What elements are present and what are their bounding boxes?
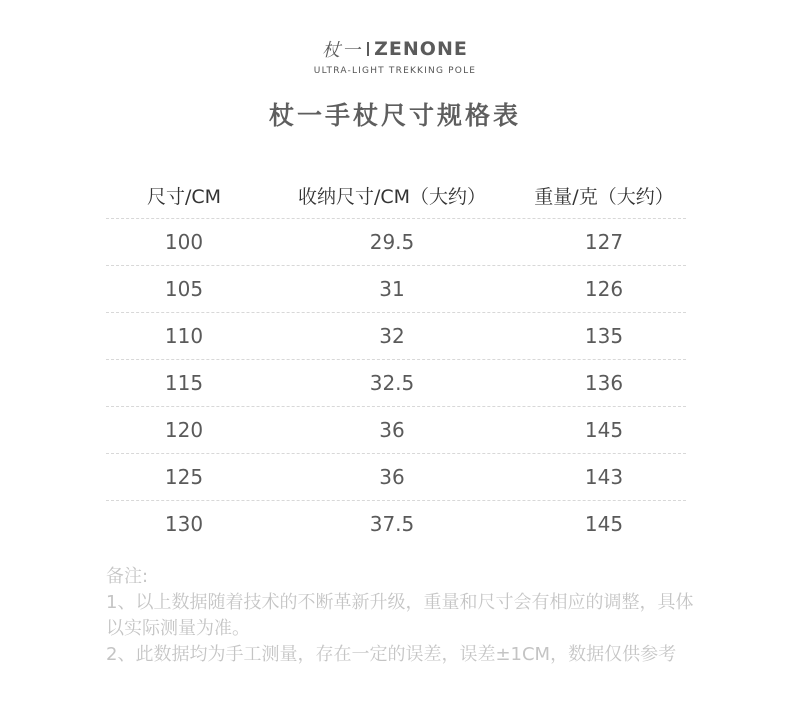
note-line-2: 2、此数据均为手工测量，存在一定的误差，误差±1CM，数据仅供参考 — [106, 644, 677, 665]
cell-folded-size: 32 — [379, 324, 405, 348]
logo-chinese-name: 杖一 — [322, 40, 363, 61]
header-folded-size: 收纳尺寸/CM（大约） — [297, 185, 487, 208]
logo-divider — [367, 42, 369, 56]
cell-weight: 145 — [584, 418, 624, 442]
cell-size: 105 — [164, 277, 204, 301]
cell-folded-size: 36 — [379, 465, 405, 489]
cell-folded-size: 32.5 — [369, 371, 415, 395]
logo-english-name: ZENONE — [374, 38, 468, 60]
cell-size: 100 — [164, 230, 204, 254]
table-row — [106, 360, 686, 407]
cell-size: 130 — [164, 512, 204, 536]
cell-folded-size: 37.5 — [369, 512, 415, 536]
header-weight: 重量/克（大约） — [534, 185, 674, 208]
cell-size: 125 — [164, 465, 204, 489]
logo-tagline: ULTRA-LIGHT TREKKING POLE — [313, 66, 477, 76]
table-row — [106, 313, 686, 360]
table-row — [106, 407, 686, 454]
header-size: 尺寸/CM — [146, 185, 222, 208]
size-spec-table — [106, 172, 686, 547]
notes-section — [106, 564, 696, 668]
table-row — [106, 501, 686, 547]
cell-size: 115 — [164, 371, 204, 395]
table-row — [106, 266, 686, 313]
cell-folded-size: 31 — [379, 277, 405, 301]
cell-weight: 136 — [584, 371, 624, 395]
page-title: 杖一手杖尺寸规格表 — [268, 101, 521, 130]
brand-logo — [0, 36, 790, 76]
note-line-1: 1、以上数据随着技术的不断革新升级，重量和尺寸会有相应的调整，具体以实际测量为准。 — [106, 592, 694, 639]
notes-heading: 备注: — [106, 566, 149, 587]
cell-folded-size: 36 — [379, 418, 405, 442]
table-row — [106, 219, 686, 266]
cell-folded-size: 29.5 — [369, 230, 415, 254]
cell-weight: 126 — [584, 277, 624, 301]
cell-size: 110 — [164, 324, 204, 348]
cell-weight: 135 — [584, 324, 624, 348]
table-header-row — [106, 172, 686, 219]
cell-weight: 145 — [584, 512, 624, 536]
table-row — [106, 454, 686, 501]
cell-size: 120 — [164, 418, 204, 442]
logo-wordmark — [322, 36, 468, 62]
cell-weight: 127 — [584, 230, 624, 254]
cell-weight: 143 — [584, 465, 624, 489]
